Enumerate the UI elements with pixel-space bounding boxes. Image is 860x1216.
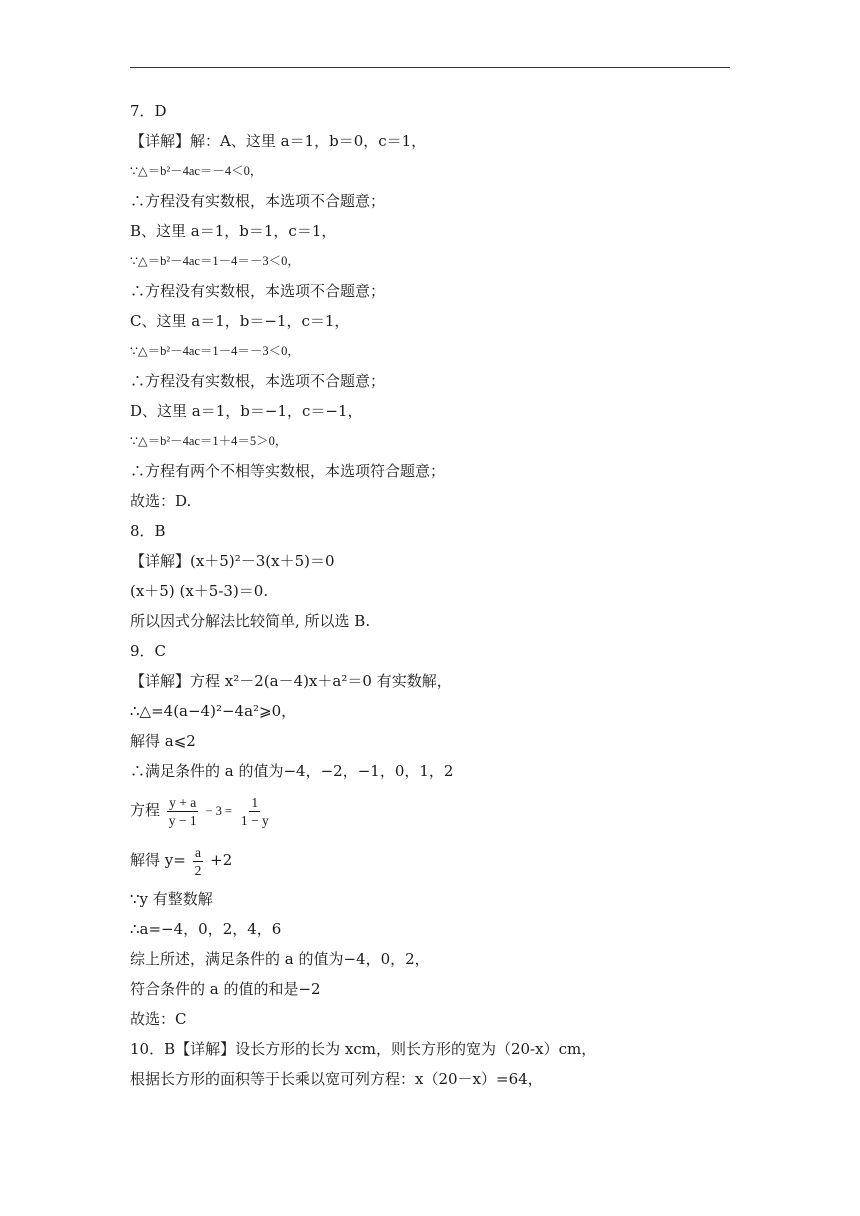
- answer-9-choice: 故选：C: [130, 1010, 187, 1028]
- answer-8-heading: 8．B: [130, 522, 166, 540]
- fraction-left: [167, 794, 199, 829]
- answer-7-option-b: B、这里 a＝1，b＝1，c＝1，: [130, 222, 337, 240]
- answer-9-a-integer-values: ∴a=−4，0，2，4，6: [130, 920, 282, 938]
- answer-7-discriminant-d: ∵△＝b²－4ac＝1＋4＝5＞0，: [130, 434, 288, 448]
- equation-label: 方程: [130, 801, 161, 819]
- answer-9-solve-a: 解得 a⩽2: [130, 732, 196, 750]
- answer-9-fraction-equation: [130, 790, 273, 830]
- answer-7-discriminant-b: ∵△＝b²－4ac＝1－4＝－3＜0，: [130, 254, 300, 268]
- header-rule: [130, 67, 730, 68]
- fraction-left-numerator: y + a: [169, 794, 197, 810]
- answer-9-summary: 综上所述，满足条件的 a 的值为−4，0，2，: [130, 950, 430, 968]
- answer-10-heading: 10．B【详解】设长方形的长为 xcm，则长方形的宽为（20-x）cm，: [130, 1040, 597, 1058]
- fraction-left-denominator: y − 1: [168, 812, 197, 828]
- answer-7-line-1: 【详解】解：A、这里 a＝1，b＝0，c＝1，: [130, 132, 427, 150]
- answer-9-sum: 符合条件的 a 的值的和是−2: [130, 980, 321, 998]
- answer-7-conclusion-a: ∴方程没有实数根，本选项不合题意；: [130, 192, 386, 210]
- solve-y-tail: +2: [210, 851, 233, 869]
- answer-7-conclusion-d: ∴方程有两个不相等实数根，本选项符合题意；: [130, 462, 446, 480]
- answer-8-factored: (x＋5) (x＋5-3)＝0.: [130, 582, 269, 600]
- fraction-right: [239, 794, 271, 829]
- answer-10-equation: 根据长方形的面积等于长乘以宽可列方程：x（20－x）=64，: [130, 1070, 543, 1088]
- answer-7-option-c: C、这里 a＝1，b＝−1，c＝1，: [130, 312, 350, 330]
- answer-7-discriminant-a: ∵△＝b²－4ac＝－4＜0，: [130, 164, 263, 178]
- answer-7-conclusion-b: ∴方程没有实数根，本选项不合题意；: [130, 282, 386, 300]
- fraction-right-numerator: 1: [251, 794, 259, 810]
- answer-8-conclusion: 所以因式分解法比较简单, 所以选 B.: [130, 612, 371, 630]
- fraction-a-numerator: a: [194, 844, 201, 860]
- answer-7-discriminant-c: ∵△＝b²－4ac＝1－4＝－3＜0，: [130, 344, 300, 358]
- answer-9-heading: 9．C: [130, 642, 167, 660]
- answer-9-integer-condition: ∵y 有整数解: [130, 890, 213, 908]
- answer-9-a-values: ∴满足条件的 a 的值为−4，−2，−1，0，1，2: [130, 762, 454, 780]
- answer-9-equation: 【详解】方程 x²－2(a－4)x＋a²＝0 有实数解，: [130, 672, 452, 690]
- answer-7-option-d: D、这里 a＝1，b＝−1，c＝−1，: [130, 402, 363, 420]
- answer-7-heading: 7．D: [130, 102, 167, 120]
- equation-middle: − 3 =: [205, 804, 233, 818]
- answer-9-solve-y: [130, 840, 232, 880]
- fraction-a-denominator: 2: [194, 862, 202, 878]
- fraction-a-over-2: [193, 844, 204, 879]
- answer-7-conclusion-c: ∴方程没有实数根，本选项不合题意；: [130, 372, 386, 390]
- fraction-right-denominator: 1 − y: [240, 812, 269, 828]
- answer-9-discriminant: ∴△=4(a−4)²−4a²⩾0，: [130, 702, 297, 720]
- solve-y-label: 解得 y=: [130, 851, 186, 869]
- answer-7-choice: 故选：D.: [130, 492, 192, 510]
- answer-8-equation: 【详解】(x＋5)²－3(x＋5)＝0: [130, 552, 335, 570]
